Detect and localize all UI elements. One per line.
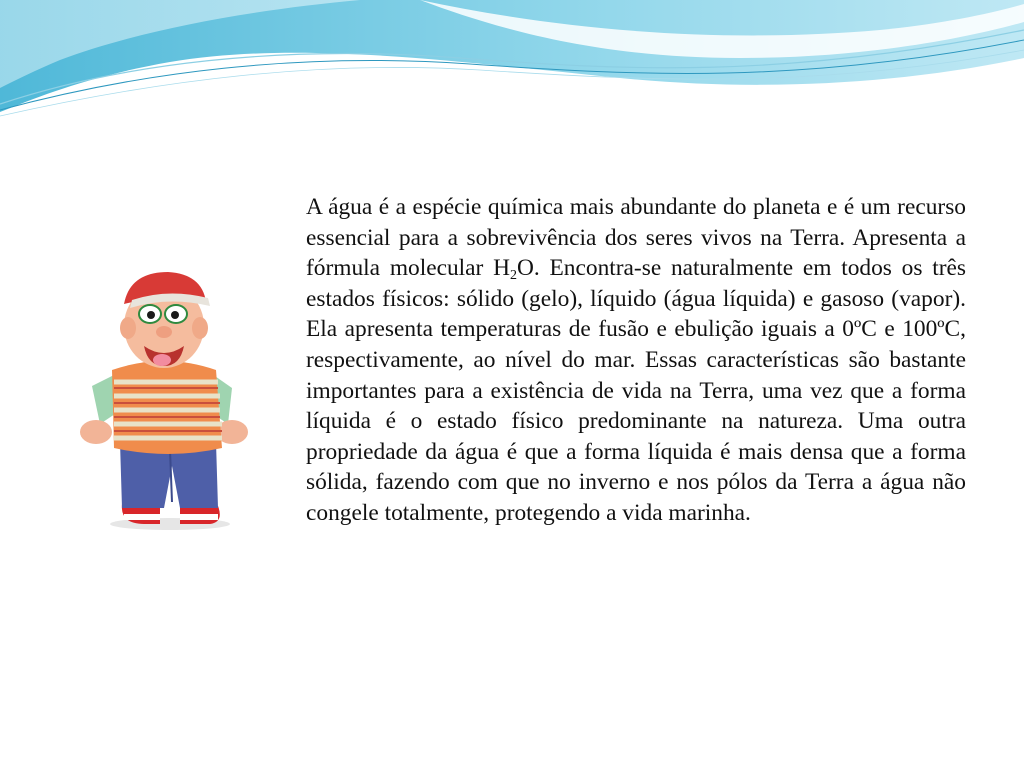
doll-image <box>72 266 256 536</box>
header-wave-decoration <box>0 0 1024 125</box>
body-paragraph <box>306 192 966 529</box>
h2o-subscript: 2 <box>510 268 517 284</box>
paragraph-text-part2: O. Encontra-se naturalmente em todos os três estados físicos: sólido (gelo), líquido (água líquida) e gasoso (vapor). Ela apresenta temperaturas de fusão e ebulição iguais a 0ºC e 100ºC, respectivamente, ao nível do mar. Essas características são bastante importantes para a existência de vida na Terra, uma vez que a forma líquida é o estado físico predominante na natureza. Uma outra propriedade da água é que a forma líquida é mais densa que a forma sólida, fazendo com que no inverno e nos pólos da Terra a água não congele totalmente, protegendo a vida marinha. <box>306 255 966 526</box>
paragraph-text-part1: A água é a espécie química mais abundante do planeta e é um recurso essencial para a sobrevivência dos seres vivos na Terra. Apresenta a fórmula molecular H <box>306 194 966 282</box>
